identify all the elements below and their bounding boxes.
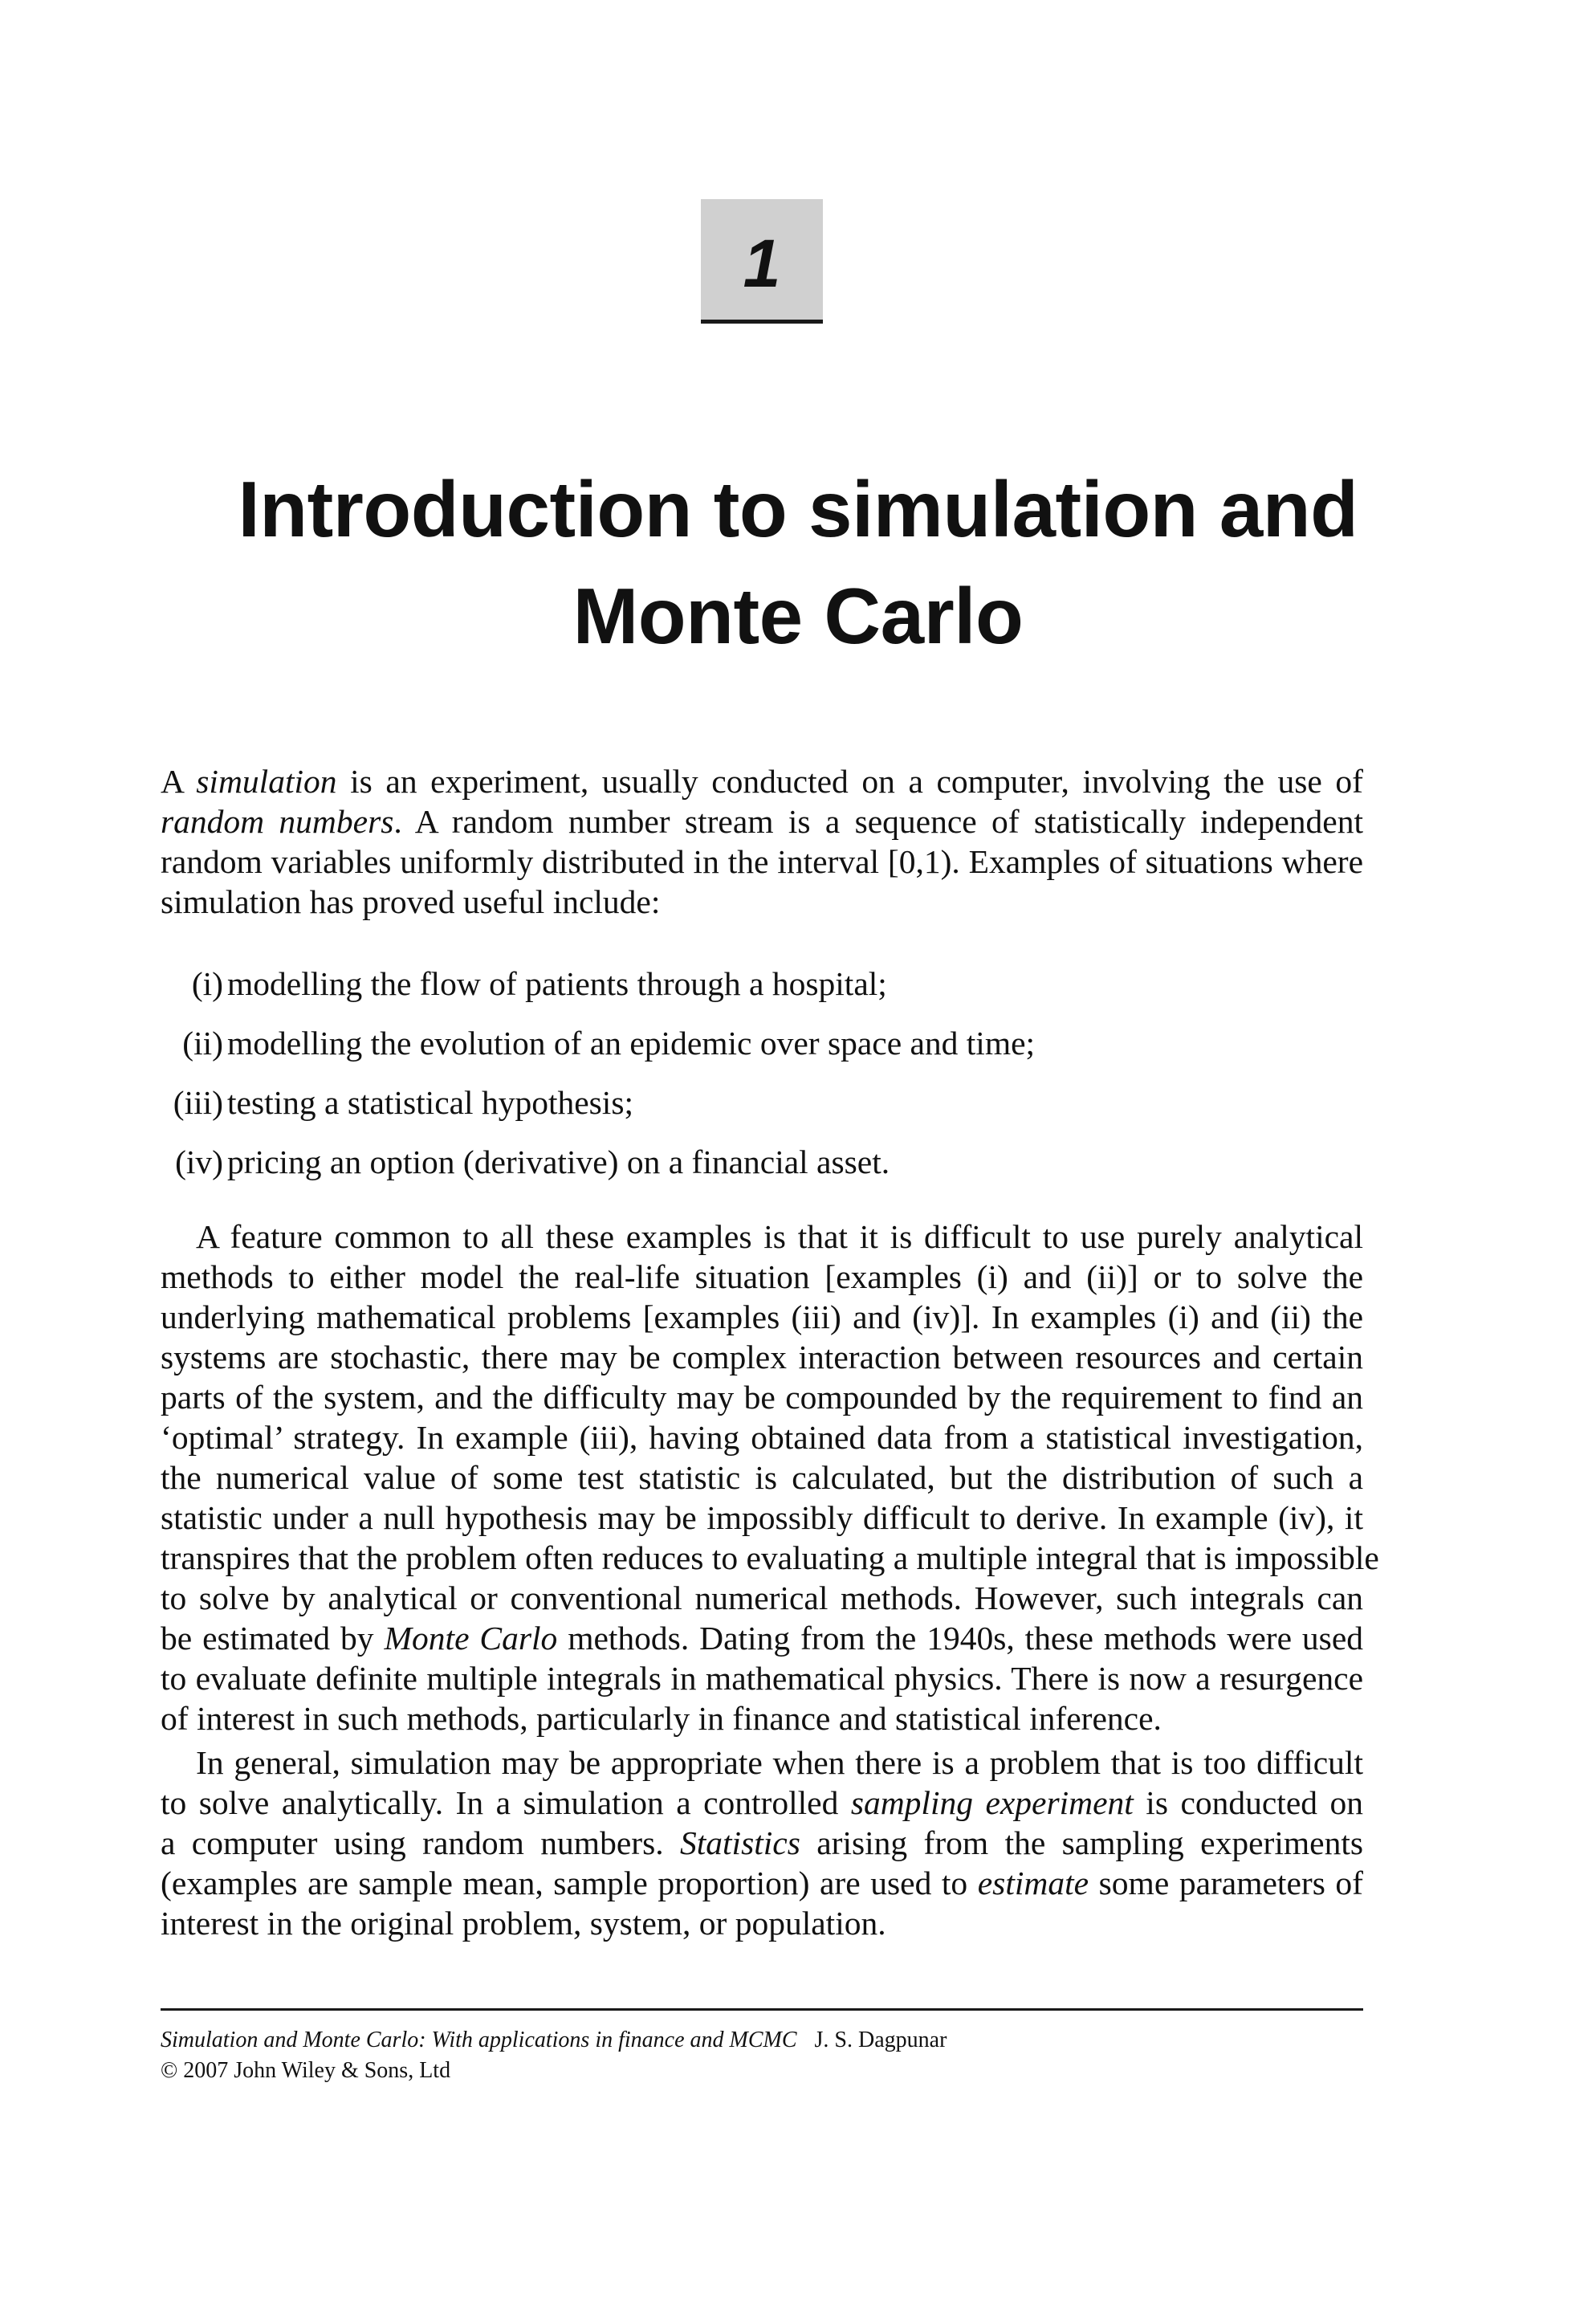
text-run: to solve analytically. In a simulation a controlled [161,1784,851,1821]
list-marker: (iv) [175,1143,223,1180]
emphasis: random numbers [161,803,394,840]
emphasis: Statistics [679,1824,800,1861]
text-run: methods. Dating from the 1940s, these methods were used [557,1620,1364,1657]
list-marker: (ii) [182,1025,223,1062]
list-item [161,1023,1363,1063]
text-line: statistic under a null hypothesis may be impossibly difficult to derive. In example (iv), it [161,1499,1363,1536]
text-line: A feature common to all these examples is that it is difficult to use purely analytical [196,1218,1363,1255]
list-text: modelling the flow of patients through a hospital; [227,965,887,1002]
intro-paragraph [161,761,1363,922]
text-line: interest in the original problem, system, or population. [161,1905,886,1942]
text-line: the numerical value of some test statistic is calculated, but the distribution of such a [161,1459,1363,1496]
emphasis: estimate [977,1865,1089,1901]
footer-divider [161,2008,1363,2011]
text-line: In general, simulation may be appropriate when there is a problem that is too difficult [196,1744,1363,1781]
body-paragraph [161,1217,1379,1738]
text-run: (examples are sample mean, sample proportion) are used to [161,1865,978,1901]
footer-citation [161,2025,1363,2056]
text-line [161,761,1363,801]
text-line: random variables uniformly distributed in the interval [0,1). Examples of situations where [161,843,1363,880]
list-marker: (iii) [173,1084,223,1121]
text-line: underlying mathematical problems [examples (iii) and (iv)]. In examples (i) and (ii) the [161,1298,1363,1335]
text-line [161,1783,1363,1823]
text-line [161,1618,1363,1658]
text-line [161,1863,1363,1903]
chapter-number-box [701,199,823,324]
text-line: to solve by analytical or conventional numerical methods. However, such integrals can [161,1579,1363,1616]
book-title: Simulation and Monte Carlo: With applications in finance and MCMC [161,2028,797,2052]
list-item [161,1142,1363,1182]
footer [161,2025,1363,2086]
list-text: modelling the evolution of an epidemic over space and time; [227,1025,1036,1062]
text-line [161,1823,1363,1863]
emphasis: simulation [196,763,337,800]
copyright: © 2007 John Wiley & Sons, Ltd [161,2058,451,2083]
chapter-number: 1 [743,226,781,301]
text-line: to evaluate definite multiple integrals in mathematical physics. There is now a resurgence [161,1660,1363,1697]
body-paragraph [161,1742,1363,1943]
text-line: ‘optimal’ strategy. In example (iii), having obtained data from a statistical investigation, [161,1419,1363,1456]
emphasis: Monte Carlo [384,1620,558,1657]
text-line: transpires that the problem often reduces to evaluating a multiple integral that is impossible [161,1539,1379,1576]
text-line [161,801,1363,842]
list-item [161,1082,1363,1123]
list-text: pricing an option (derivative) on a financial asset. [227,1143,890,1180]
text-run: a computer using random numbers. [161,1824,680,1861]
text-line: parts of the system, and the difficulty may be compounded by the requirement to find an [161,1379,1363,1416]
text-run: . A random number stream is a sequence of statistically independent [393,803,1363,840]
text-line: methods to either model the real-life situation [examples (i) and (ii)] or to solve the [161,1258,1363,1295]
text-run: be estimated by [161,1620,385,1657]
text-line: simulation has proved useful include: [161,883,661,920]
text-run: A [161,763,197,800]
emphasis: sampling experiment [850,1784,1134,1821]
chapter-title-line-1: Introduction to simulation and [238,465,1358,553]
list-marker: (i) [191,965,223,1002]
chapter-title [161,456,1435,670]
text-run: is conducted on [1133,1784,1363,1821]
text-run: is an experiment, usually conducted on a computer, involving the use of [336,763,1363,800]
list-item [161,964,1363,1004]
text-run: some parameters of [1089,1865,1363,1901]
text-line: of interest in such methods, particularly in finance and statistical inference. [161,1700,1162,1737]
list-text: testing a statistical hypothesis; [227,1084,634,1121]
text-run: arising from the sampling experiments [800,1824,1363,1861]
text-line: systems are stochastic, there may be complex interaction between resources and certain [161,1339,1363,1376]
chapter-title-line-2: Monte Carlo [572,572,1024,660]
author: J. S. Dagpunar [814,2028,947,2052]
